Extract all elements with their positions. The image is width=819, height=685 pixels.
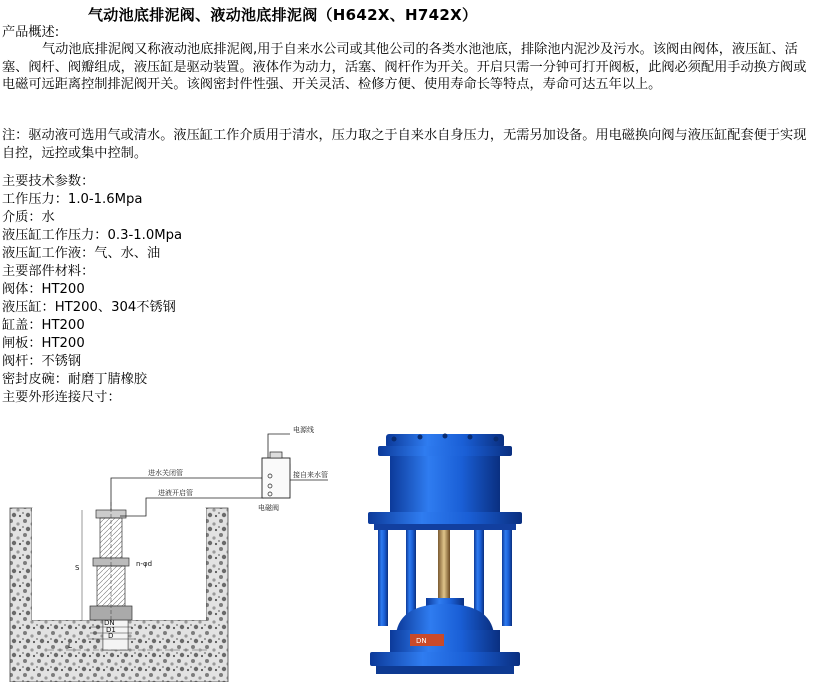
spec-item: 液压缸工作液：气、水、油	[2, 246, 161, 261]
valve-photo	[360, 428, 530, 682]
spec-item: 阀杆：不锈钢	[2, 354, 82, 369]
note-text: 注：驱动液可选用气或清水。液压缸工作介质用于清水，压力取之于自来水自身压力，无需另加设备。用电磁换向阀与液压缸配套便于实现自控，远控或集中控制。	[2, 128, 807, 161]
dim-s-label: S	[75, 564, 80, 572]
overview-label: 产品概述:	[2, 25, 60, 40]
solenoid-valve-box	[262, 452, 290, 498]
spec-list	[2, 173, 182, 407]
valve-plate-text: DN	[416, 637, 427, 645]
tap-water-pipe-label: 接自来水管	[293, 471, 328, 479]
spec-item: 阀体：HT200	[2, 282, 85, 297]
overview-text: 气动池底排泥阀又称液动池底排泥阀,用于自来水公司或其他公司的各类水池池底，排除池内泥沙及污水。该阀由阀体，液压缸、活塞、阀杆、阀瓣组成，液压缸是驱动装置。液体作为动力，活塞、阀杆作为开关。开启只需一分钟可打开阀板，此阀必须配用手动换方阀或电磁可远距离控制排泥阀开关。该阀密封件性强、开关灵活、检修方便、使用寿命长等特点，寿命可达五年以上。	[2, 42, 807, 93]
inlet-open-pipe-label: 进液开启管	[158, 489, 193, 497]
dim-d-label: D	[108, 632, 114, 640]
spec-item: 缸盖：HT200	[2, 318, 85, 333]
spec-heading: 主要技术参数：	[2, 174, 95, 189]
spec-item: 液压缸：HT200、304不锈钢	[2, 300, 176, 315]
page-title: 气动池底排泥阀、液动池底排泥阀（H642X、H742X）	[88, 6, 478, 24]
spec-item: 密封皮碗：耐磨丁腈橡胶	[2, 372, 148, 387]
dim-d1-label: D1	[106, 626, 116, 634]
power-line-label: 电源线	[293, 426, 314, 434]
spec-heading: 主要部件材料：	[2, 264, 95, 279]
installation-diagram	[8, 420, 348, 682]
spec-heading: 主要外形连接尺寸：	[2, 390, 121, 405]
dim-nd-label: n-φd	[136, 560, 153, 568]
inlet-close-pipe-label: 进水关闭管	[148, 469, 183, 477]
spec-item: 闸板：HT200	[2, 336, 85, 351]
spec-item: 液压缸工作压力：0.3-1.0Mpa	[2, 228, 183, 243]
solenoid-valve-label: 电磁阀	[258, 504, 279, 512]
spec-item: 介质：水	[2, 210, 55, 225]
dim-dn-label: DN	[104, 619, 115, 627]
dim-l-label: L	[68, 642, 72, 650]
spec-item: 工作压力：1.0-1.6Mpa	[2, 192, 143, 207]
